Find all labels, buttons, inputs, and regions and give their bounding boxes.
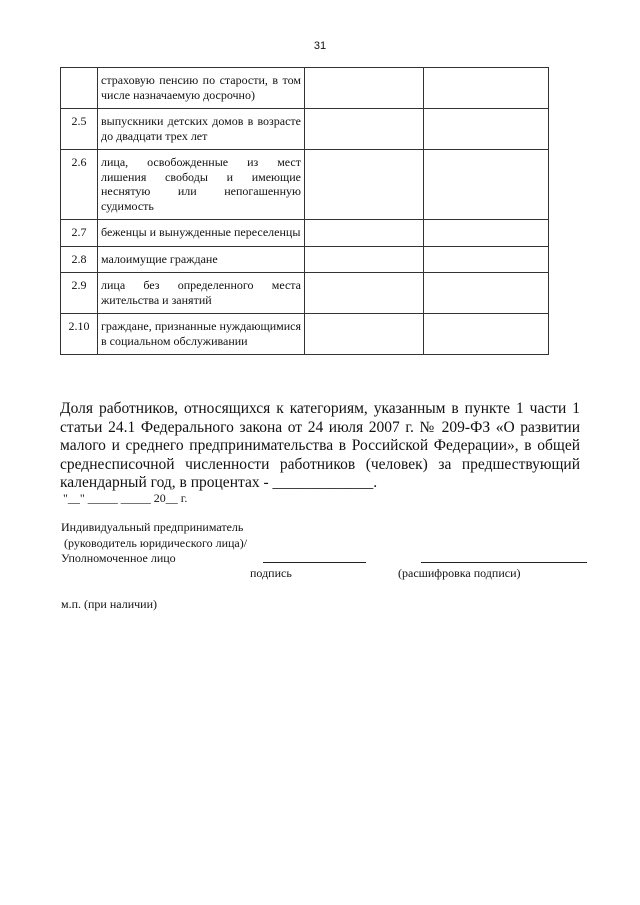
row-value-cell bbox=[305, 150, 424, 220]
categories-table bbox=[60, 67, 549, 355]
row-value-cell bbox=[305, 109, 424, 150]
row-number bbox=[61, 68, 98, 109]
row-value-cell bbox=[424, 246, 549, 273]
row-category: беженцы и вынужденные переселенцы bbox=[98, 220, 305, 247]
table-row bbox=[61, 273, 549, 314]
table-row bbox=[61, 68, 549, 109]
row-value-cell bbox=[424, 150, 549, 220]
row-number: 2.6 bbox=[61, 150, 98, 220]
row-number: 2.9 bbox=[61, 273, 98, 314]
row-number: 2.10 bbox=[61, 314, 98, 355]
table-row bbox=[61, 150, 549, 220]
signer-title-line2: (руководитель юридического лица)/ bbox=[64, 536, 248, 550]
stamp-note: м.п. (при наличии) bbox=[61, 597, 157, 611]
row-value-cell bbox=[305, 220, 424, 247]
row-value-cell bbox=[424, 273, 549, 314]
table-row bbox=[61, 109, 549, 150]
signature-caption: подпись bbox=[250, 566, 292, 580]
row-category: лица, освобожденные из мест лишения свободы и имеющие неснятую или непогашенную судимость bbox=[98, 150, 305, 220]
row-value-cell bbox=[424, 314, 549, 355]
date-line: "__" _____ _____ 20__ г. bbox=[63, 491, 188, 505]
row-category: лица без определенного места жительства и занятий bbox=[98, 273, 305, 314]
signature-decode-line bbox=[421, 562, 587, 563]
row-number: 2.7 bbox=[61, 220, 98, 247]
row-category: граждане, признанные нуждающимися в социальном обслуживании bbox=[98, 314, 305, 355]
signature-line bbox=[263, 562, 366, 563]
signature-decode-caption: (расшифровка подписи) bbox=[398, 566, 521, 580]
row-value-cell bbox=[424, 109, 549, 150]
row-category: выпускники детских домов в возрасте до двадцати трех лет bbox=[98, 109, 305, 150]
row-category: страховую пенсию по старости, в том числе назначаемую досрочно) bbox=[98, 68, 305, 109]
table-row bbox=[61, 220, 549, 247]
signer-title-line1: Индивидуальный предприниматель bbox=[61, 520, 244, 534]
categories-table-body bbox=[61, 68, 549, 355]
row-value-cell bbox=[424, 68, 549, 109]
row-number: 2.8 bbox=[61, 246, 98, 273]
table-row bbox=[61, 314, 549, 355]
row-value-cell bbox=[305, 273, 424, 314]
table-row bbox=[61, 246, 549, 273]
signer-title-line3: Уполномоченное лицо bbox=[61, 551, 176, 565]
row-value-cell bbox=[424, 220, 549, 247]
share-paragraph: Доля работников, относящихся к категориям, указанным в пункте 1 части 1 статьи 24.1 Федерального закона от 24 июля 2007 г. № 209-ФЗ «О развитии малого и среднего предпринимательства в Российской Федерации», в общей среднесписочной численности работников (человек) за предшествующий календарный год, в процентах - _____________. bbox=[60, 400, 580, 491]
row-value-cell bbox=[305, 68, 424, 109]
row-value-cell bbox=[305, 246, 424, 273]
row-value-cell bbox=[305, 314, 424, 355]
row-category: малоимущие граждане bbox=[98, 246, 305, 273]
row-number: 2.5 bbox=[61, 109, 98, 150]
page-number: 31 bbox=[313, 40, 327, 52]
